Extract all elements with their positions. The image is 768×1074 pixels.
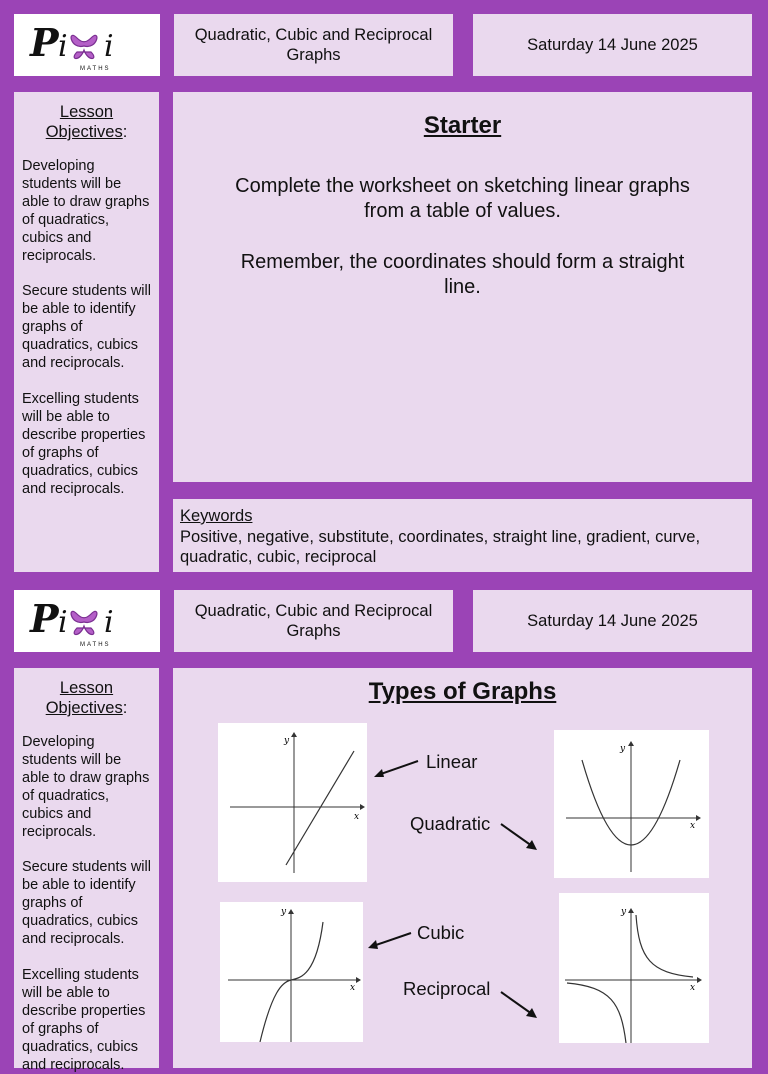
- starter-line-2: Remember, the coordinates should form a straight line.: [240, 251, 685, 298]
- keywords-text: Positive, negative, substitute, coordinates, straight line, gradient, curve, quadratic, cubic, reciprocal: [180, 527, 701, 566]
- objective-secure: Secure students will be able to identify graphs of quadratics, cubics and reciprocals.: [22, 283, 151, 372]
- pixi-logo-icon: [22, 592, 152, 650]
- linear-graph: [218, 723, 367, 882]
- arrow-linear-icon: [368, 753, 428, 783]
- svg-text:y: y: [620, 744, 626, 754]
- label-linear: Linear: [426, 751, 478, 772]
- svg-text:i: i: [58, 605, 68, 640]
- label-quadratic: Quadratic: [410, 813, 491, 834]
- lesson-date: [473, 590, 752, 652]
- arrow-quadratic-icon: [498, 820, 543, 855]
- svg-text:MATHS: MATHS: [80, 642, 111, 648]
- types-panel: [173, 668, 752, 1068]
- lesson-title-text: Quadratic, Cubic and Reciprocal Graphs: [194, 602, 433, 640]
- objectives-heading: Lesson Objectives:: [45, 103, 128, 141]
- reciprocal-graph-icon: [559, 893, 709, 1043]
- types-title: Types of Graphs: [368, 678, 557, 705]
- svg-text:x: x: [690, 821, 696, 831]
- quadratic-graph: [554, 730, 709, 878]
- reciprocal-graph: [559, 893, 709, 1043]
- logo: [14, 14, 160, 76]
- pixi-logo-icon: [22, 16, 152, 74]
- objective-excelling: Excelling students will be able to describe properties of graphs of quadratics, cubics and reciprocals.: [22, 390, 146, 497]
- starter-panel: [173, 92, 752, 482]
- starter-title: Starter: [423, 112, 502, 139]
- svg-text:i: i: [58, 29, 68, 64]
- svg-text:i: i: [104, 29, 114, 64]
- lesson-title: [174, 590, 453, 652]
- svg-text:y: y: [281, 907, 287, 917]
- svg-text:MATHS: MATHS: [80, 66, 111, 72]
- label-cubic: Cubic: [417, 922, 465, 943]
- svg-text:P: P: [30, 20, 59, 65]
- svg-text:i: i: [104, 605, 114, 640]
- objective-developing: Developing students will be able to draw graphs of quadratics, cubics and reciprocals.: [22, 734, 150, 840]
- arrow-cubic-icon: [363, 926, 418, 956]
- objective-developing: Developing students will be able to draw graphs of quadratics, cubics and reciprocals.: [22, 158, 150, 264]
- svg-text:x: x: [354, 812, 360, 822]
- svg-text:P: P: [30, 596, 59, 641]
- lesson-date-text: Saturday 14 June 2025: [527, 611, 698, 630]
- lesson-title: [174, 14, 453, 76]
- cubic-graph-icon: [220, 902, 363, 1042]
- svg-text:y: y: [284, 736, 290, 746]
- objectives-panel: [14, 92, 159, 572]
- label-reciprocal: Reciprocal: [403, 978, 491, 999]
- svg-text:y: y: [621, 907, 627, 917]
- arrow-reciprocal-icon: [498, 988, 543, 1023]
- objective-excelling: Excelling students will be able to describe properties of graphs of quadratics, cubics and reciprocals.: [22, 966, 146, 1073]
- keywords-panel: [173, 499, 752, 572]
- svg-text:x: x: [350, 983, 356, 993]
- lesson-date-text: Saturday 14 June 2025: [527, 35, 698, 54]
- objective-secure: Secure students will be able to identify graphs of quadratics, cubics and reciprocals.: [22, 859, 151, 948]
- lesson-date: [473, 14, 752, 76]
- linear-graph-icon: [218, 723, 367, 882]
- lesson-title-text: Quadratic, Cubic and Reciprocal Graphs: [194, 26, 433, 64]
- cubic-graph: [220, 902, 363, 1042]
- svg-text:x: x: [690, 983, 696, 993]
- objectives-panel: [14, 668, 159, 1073]
- quadratic-graph-icon: [554, 730, 709, 878]
- starter-line-1: Complete the worksheet on sketching linear graphs from a table of values.: [235, 175, 690, 222]
- objectives-heading: Lesson Objectives:: [45, 679, 128, 717]
- keywords-heading: Keywords: [180, 507, 253, 525]
- logo: [14, 590, 160, 652]
